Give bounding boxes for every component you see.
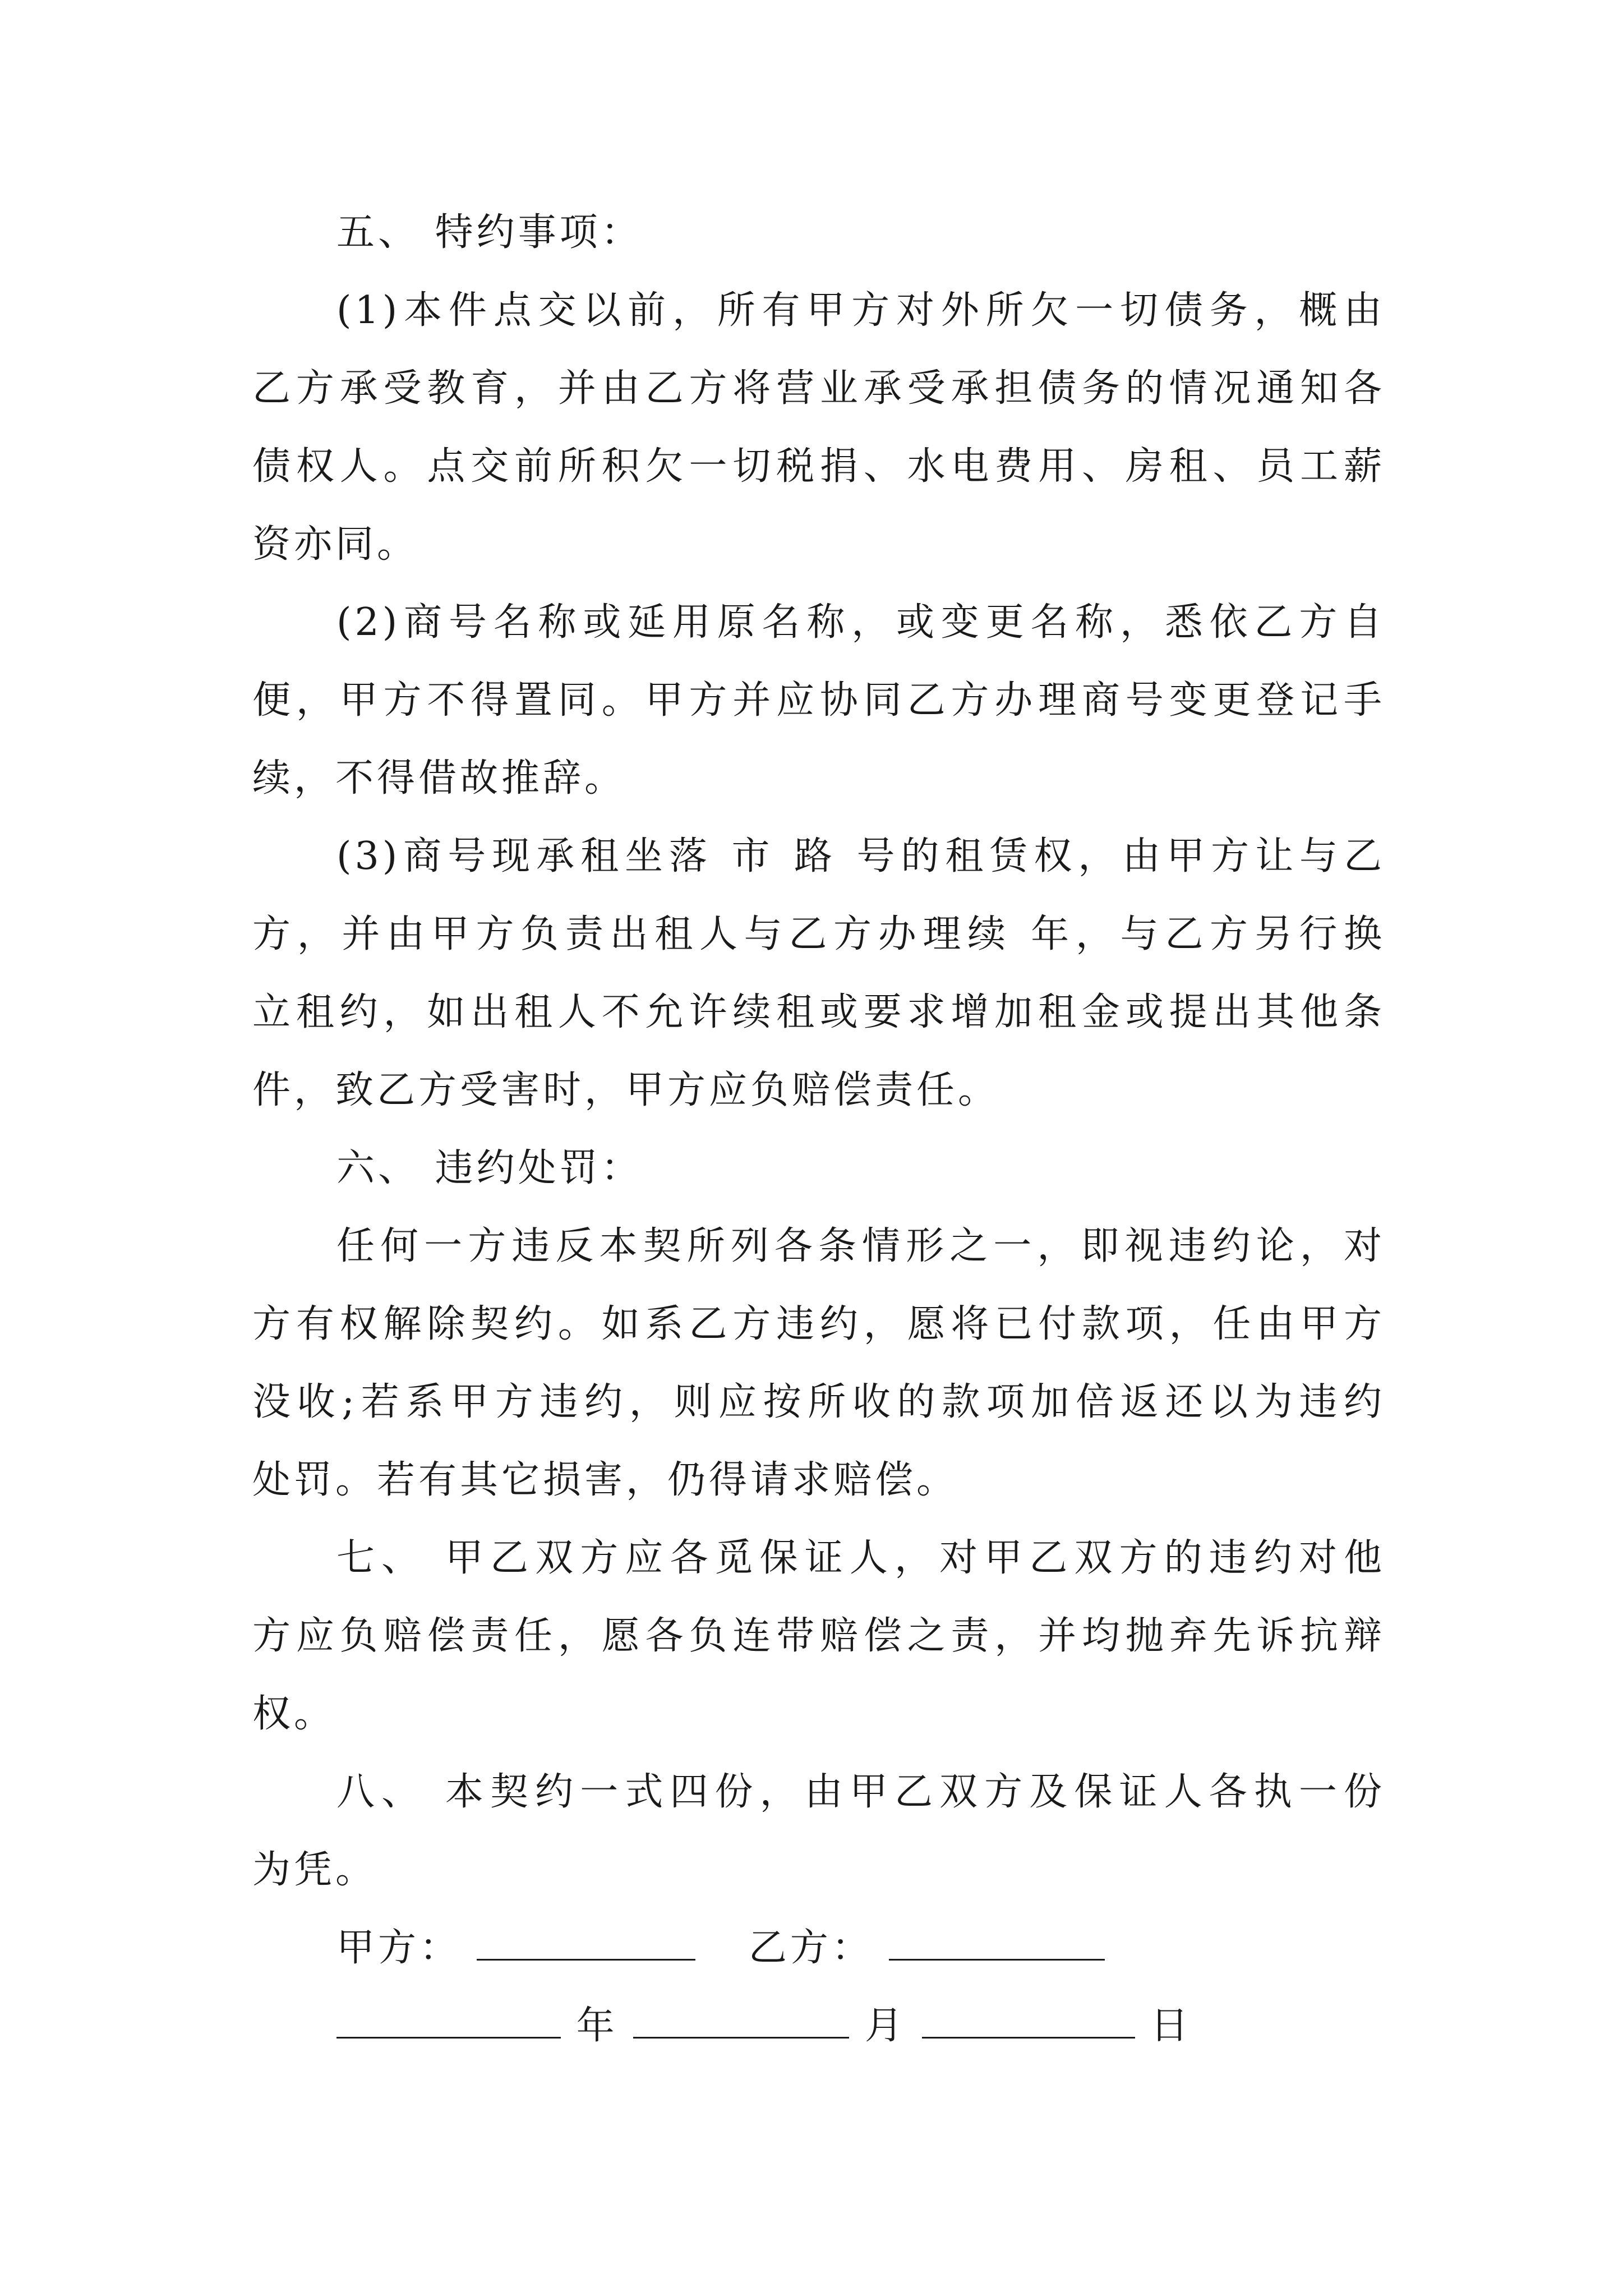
party-a-signature-blank[interactable] xyxy=(477,1930,695,1961)
month-label: 月 xyxy=(864,2004,906,2048)
paragraph-line: 处罚。若有其它损害，仍得请求赔偿。 xyxy=(252,1458,958,1502)
paragraph-line: (3)商号现承租坐落 市 路 号的租赁权，由甲方让与乙 xyxy=(336,834,1385,878)
paragraph-line: 权。 xyxy=(252,1692,336,1736)
paragraph-line: 七、 甲乙双方应各觅保证人，对甲乙双方的违约对他 xyxy=(336,1536,1385,1580)
paragraph-line: 任何一方违反本契所列各条情形之一，即视违约论，对 xyxy=(336,1224,1385,1268)
day-blank[interactable] xyxy=(922,2008,1135,2039)
paragraph-line: 资亦同。 xyxy=(252,522,419,567)
paragraph-line: (2)商号名称或延用原名称，或变更名称，悉依乙方自 xyxy=(336,600,1385,645)
paragraph-line: 为凭。 xyxy=(252,1848,377,1892)
paragraph-line: 方应负赔偿责任，愿各负连带赔偿之责，并均抛弃先诉抗辩 xyxy=(252,1614,1385,1658)
paragraph-line: 件，致乙方受害时，甲方应负赔偿责任。 xyxy=(252,1068,1000,1112)
paragraph-line: 立租约，如出租人不允许续租或要求增加租金或提出其他条 xyxy=(252,990,1385,1034)
month-blank[interactable] xyxy=(633,2008,849,2039)
paragraph-line: 八、 本契约一式四份，由甲乙双方及保证人各执一份 xyxy=(336,1770,1385,1814)
year-label: 年 xyxy=(576,2004,618,2048)
day-label: 日 xyxy=(1150,2004,1192,2048)
date-row xyxy=(252,1987,1385,2065)
paragraph-line: 方，并由甲方负责出租人与乙方办理续 年，与乙方另行换 xyxy=(252,912,1385,956)
party-a-label: 甲方： xyxy=(336,1926,462,1970)
paragraph-line: 便，甲方不得置同。甲方并应协同乙方办理商号变更登记手 xyxy=(252,678,1385,723)
party-b-signature-blank[interactable] xyxy=(889,1930,1105,1961)
paragraph-line: 债权人。点交前所积欠一切税捐、水电费用、房租、员工薪 xyxy=(252,444,1385,489)
paragraph-line: 方有权解除契约。如系乙方违约，愿将已付款项，任由甲方 xyxy=(252,1302,1385,1346)
paragraph-line: 续，不得借故推辞。 xyxy=(252,756,626,800)
paragraph-line: 乙方承受教育，并由乙方将营业承受承担债务的情况通知各 xyxy=(252,366,1385,411)
section-heading-special-terms: 五、 特约事项： xyxy=(336,210,643,255)
signature-row xyxy=(252,1909,1385,1987)
section-heading-penalties: 六、 违约处罚： xyxy=(336,1146,643,1190)
document-body xyxy=(252,194,1385,2065)
paragraph-line: (1)本件点交以前，所有甲方对外所欠一切债务，概由 xyxy=(336,288,1385,333)
paragraph-line: 没收;若系甲方违约，则应按所收的款项加倍返还以为违约 xyxy=(252,1380,1385,1424)
year-blank[interactable] xyxy=(336,2008,561,2039)
party-b-label: 乙方： xyxy=(748,1926,873,1970)
